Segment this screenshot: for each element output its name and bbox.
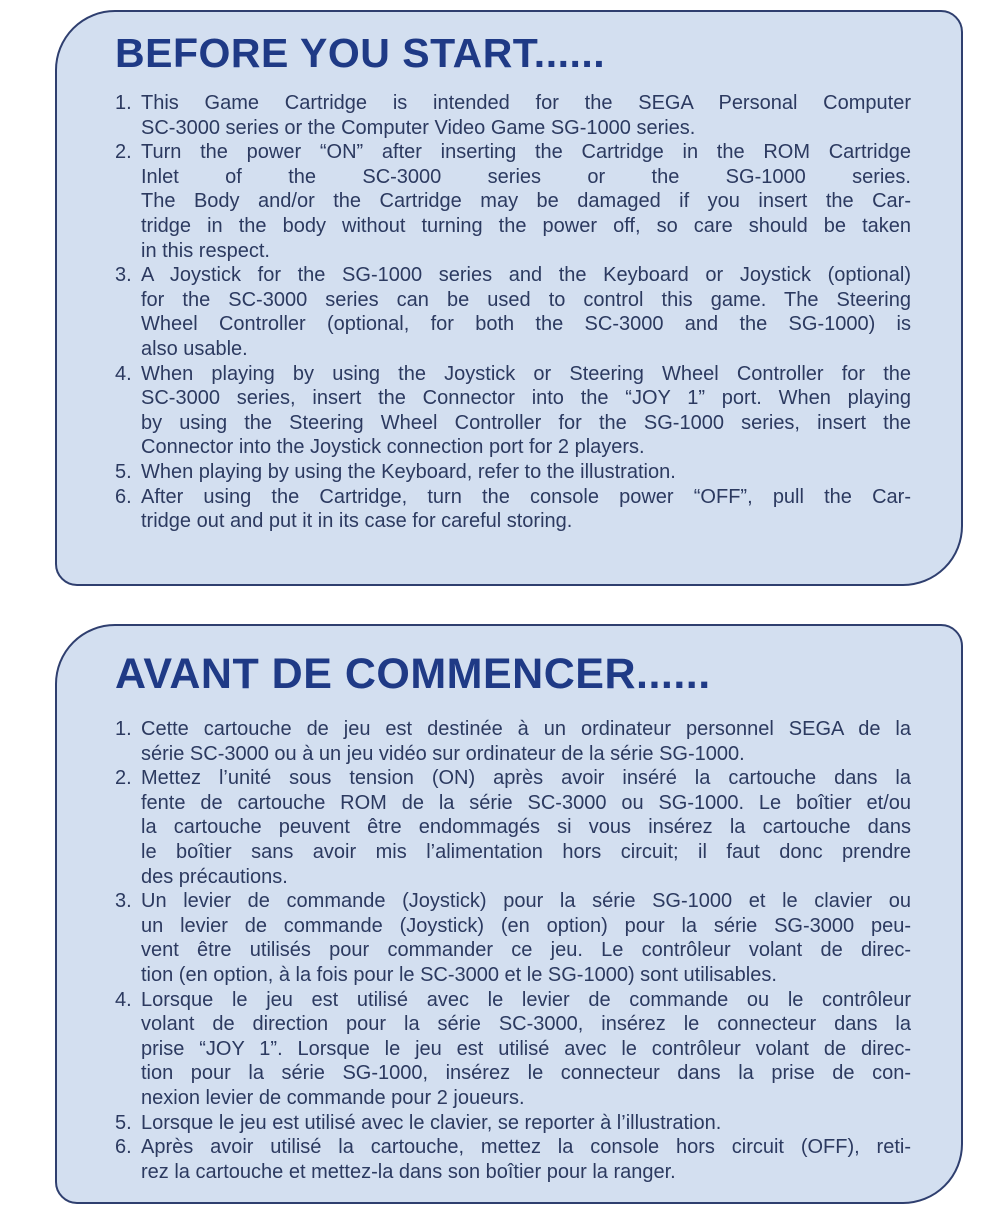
item-number: 1. — [115, 718, 132, 740]
item-number: 6. — [115, 485, 132, 508]
item-text-line: volant de direction pour la série SC-3000, insérez le connecteur dans la — [141, 1013, 911, 1036]
item-number: 5. — [115, 1111, 132, 1134]
item-text-line: tion pour la série SG-1000, insérez le connecteur dans la prise de con- — [141, 1062, 911, 1085]
list-item — [115, 1111, 911, 1136]
list-item — [115, 988, 911, 1111]
french-steps-list — [115, 717, 911, 1184]
item-text-line: Lorsque le jeu est utilisé avec le levier de commande ou le contrôleur — [141, 988, 911, 1011]
item-text-line: tridge in the body without turning the power off, so care should be taken — [141, 214, 911, 237]
item-text-line: série SC-3000 ou à un jeu vidéo sur ordinateur de la série SG-1000. — [141, 742, 745, 765]
list-item — [115, 362, 911, 460]
item-text-line: vent être utilisés pour commander ce jeu. Le contrôleur volant de direc- — [141, 939, 911, 962]
item-text-line: After using the Cartridge, turn the console power “OFF”, pull the Car- — [141, 485, 911, 508]
item-text-line: Turn the power “ON” after inserting the Cartridge in the ROM Cartridge — [141, 141, 911, 164]
list-item — [115, 717, 911, 766]
item-number: 2. — [115, 141, 132, 164]
item-text-line: la cartouche peuvent être endommagés si vous insérez la cartouche dans — [141, 816, 911, 839]
item-text-line: Après avoir utilisé la cartouche, mettez la console hors circuit (OFF), reti- — [141, 1136, 911, 1159]
item-text-line: rez la cartouche et mettez-la dans son boîtier pour la ranger. — [141, 1160, 676, 1183]
list-item — [115, 485, 911, 534]
item-text-line: A Joystick for the SG-1000 series and the Keyboard or Joystick (optional) — [141, 264, 911, 287]
item-text-line: Un levier de commande (Joystick) pour la série SG-1000 et le clavier ou — [141, 890, 911, 913]
english-steps-list — [115, 91, 911, 534]
item-number: 4. — [115, 988, 132, 1011]
english-instructions-panel — [55, 10, 963, 586]
french-instructions-panel — [55, 624, 963, 1204]
item-number: 3. — [115, 264, 132, 287]
french-title: AVANT DE COMMENCER...... — [115, 650, 711, 698]
item-text-line: Wheel Controller (optional, for both the SC-3000 and the SG-1000) is — [141, 313, 911, 336]
item-text-line: also usable. — [141, 337, 248, 360]
item-text-line: un levier de commande (Joystick) (en option) pour la série SG-3000 peu- — [141, 914, 911, 937]
list-item — [115, 91, 911, 140]
item-text-line: When playing by using the Keyboard, refer to the illustration. — [141, 460, 676, 483]
item-number: 6. — [115, 1136, 132, 1159]
item-number: 1. — [115, 92, 132, 114]
item-text-line: prise “JOY 1”. Lorsque le jeu est utilisé avec le contrôleur volant de direc- — [141, 1037, 911, 1060]
item-text-line: Mettez l’unité sous tension (ON) après avoir inséré la cartouche dans la — [141, 767, 911, 790]
item-text-line: by using the Steering Wheel Controller for the SG-1000 series, insert the — [141, 411, 911, 434]
item-text-line: tion (en option, à la fois pour le SC-3000 et le SG-1000) sont utilisables. — [141, 963, 777, 986]
list-item — [115, 460, 911, 485]
item-number: 3. — [115, 890, 132, 913]
item-number: 4. — [115, 362, 132, 385]
item-text-line: The Body and/or the Cartridge may be damaged if you insert the Car- — [141, 190, 911, 213]
item-text-line: nexion levier de commande pour 2 joueurs. — [141, 1086, 525, 1109]
list-item — [115, 140, 911, 263]
item-text-line: When playing by using the Joystick or Steering Wheel Controller for the — [141, 362, 911, 385]
list-item — [115, 263, 911, 361]
item-text-line: SC-3000 series, insert the Connector into the “JOY 1” port. When playing — [141, 387, 911, 410]
item-text-line: SC-3000 series or the Computer Video Game SG-1000 series. — [141, 116, 696, 139]
list-item — [115, 889, 911, 987]
item-number: 5. — [115, 460, 132, 483]
english-title: BEFORE YOU START...... — [115, 30, 606, 76]
item-text-line: Lorsque le jeu est utilisé avec le clavier, se reporter à l’illustration. — [141, 1111, 722, 1134]
item-text-line: in this respect. — [141, 239, 270, 262]
item-text-line: for the SC-3000 series can be used to control this game. The Steering — [141, 288, 911, 311]
item-text-line: tridge out and put it in its case for careful storing. — [141, 510, 573, 533]
item-text-line: This Game Cartridge is intended for the SEGA Personal Computer — [141, 92, 911, 114]
item-text-line: le boîtier sans avoir mis l’alimentation hors circuit; il faut donc prendre — [141, 840, 911, 863]
item-text-line: Cette cartouche de jeu est destinée à un ordinateur personnel SEGA de la — [141, 718, 911, 740]
item-text-line: Inlet of the SC-3000 series or the SG-1000 series. — [141, 165, 911, 188]
item-text-line: des précautions. — [141, 865, 288, 888]
list-item — [115, 766, 911, 889]
item-number: 2. — [115, 767, 132, 790]
list-item — [115, 1135, 911, 1184]
item-text-line: Connector into the Joystick connection port for 2 players. — [141, 436, 645, 459]
item-text-line: fente de cartouche ROM de la série SC-3000 ou SG-1000. Le boîtier et/ou — [141, 791, 911, 814]
